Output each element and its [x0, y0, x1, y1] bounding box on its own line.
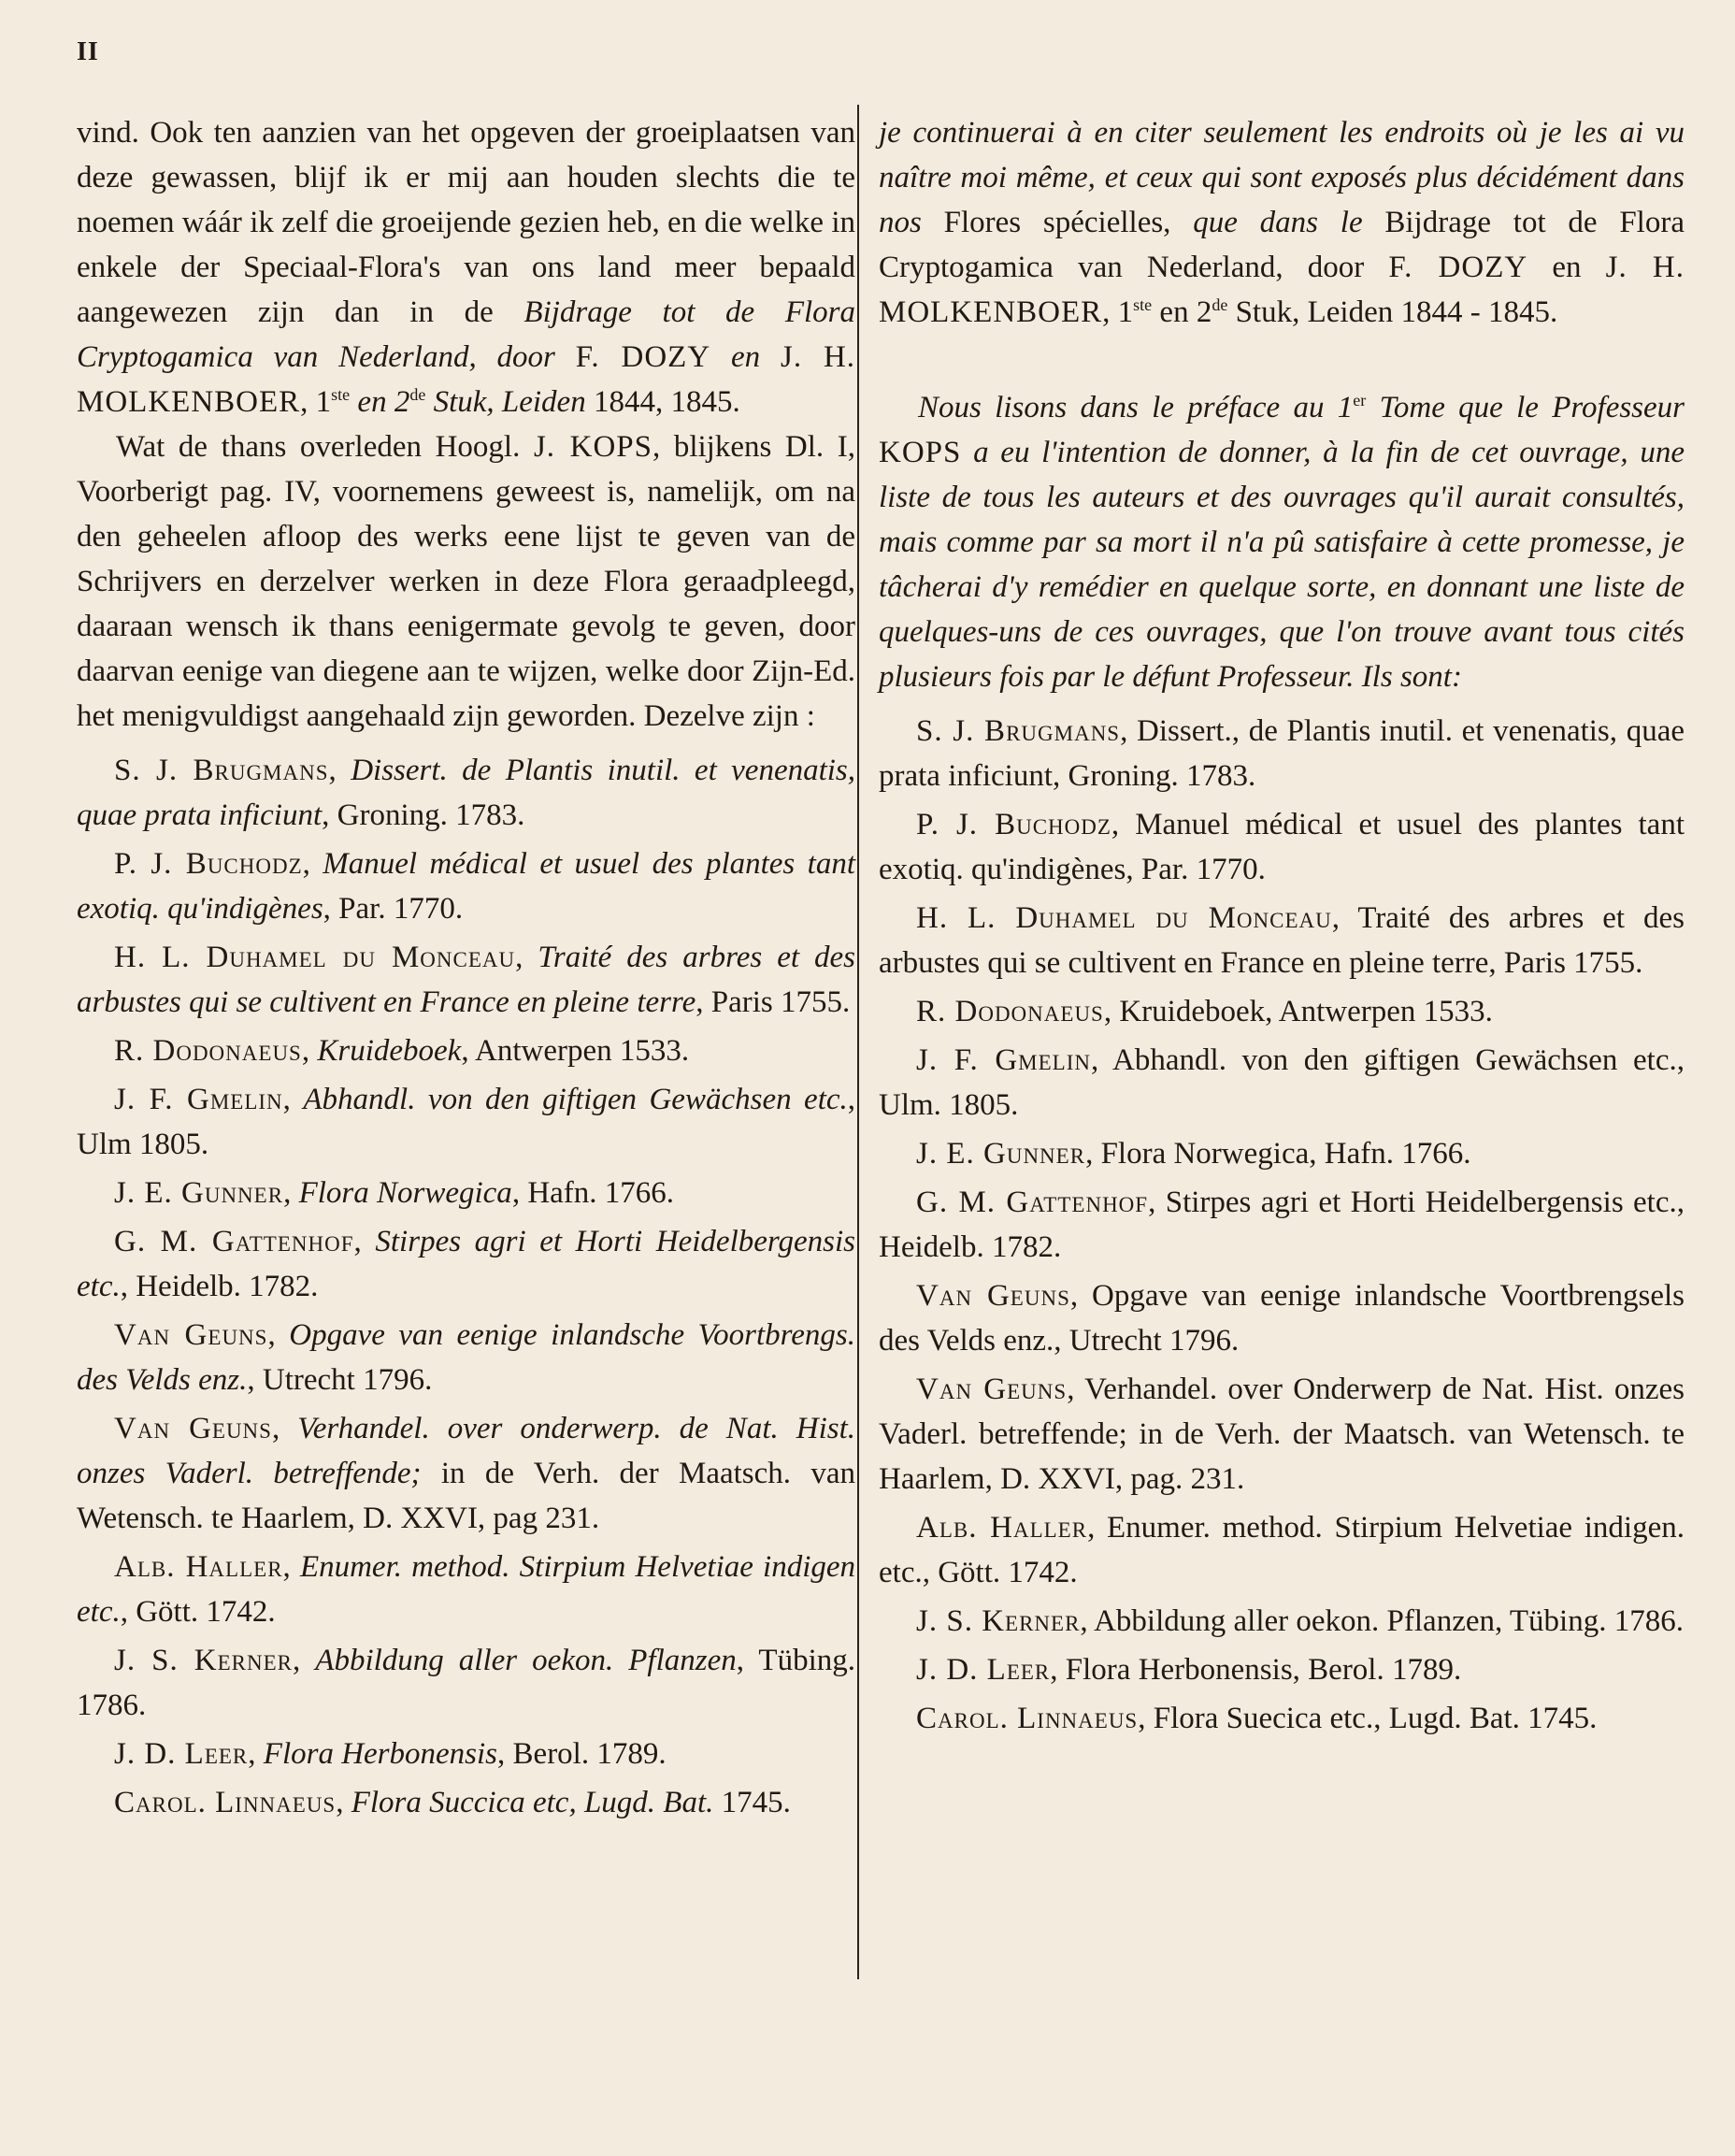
ref-title: Dissert. de Plantis inutil. et venenatis, quae prata inficiunt	[77, 754, 856, 832]
ref-title: Traité des arbres et des arbustes qui se cultivent en France en pleine terre	[77, 941, 856, 1019]
reference-item	[879, 709, 1685, 798]
ref-rest: , Paris 1755.	[695, 985, 851, 1019]
ref-author: P. J. Buchodz	[916, 808, 1111, 841]
text: Tome que le Professeur	[1366, 391, 1685, 424]
ref-rest: in de Verh. der Maatsch. van Wetensch. te Haarlem, D. XXVI, pag 231.	[77, 1457, 855, 1535]
ref-rest: , Traité des arbres et des arbustes qui se cultivent en France en pleine terre, Paris 1755.	[879, 901, 1685, 980]
right-column-french	[879, 110, 1685, 1745]
text: , 1	[300, 385, 332, 419]
reference-item: R. Dodonaeus, Kruideboek, Antwerpen 1533.	[114, 1034, 690, 1068]
ref-author: R. Dodonaeus	[916, 995, 1104, 1028]
ref-author: S. J. Brugmans	[114, 754, 329, 787]
text: 1844, 1845.	[585, 385, 740, 419]
author-name: J. H. MOLKENBOER	[77, 340, 856, 419]
intro-paragraph-1	[77, 110, 855, 424]
ref-author: J. D. Leer	[114, 1737, 249, 1771]
superscript: er	[1353, 391, 1367, 410]
ref-rest: , Kruideboek, Antwerpen 1533.	[1103, 995, 1493, 1028]
text: Bijdrage tot de Flora Cryptogamica van Nederland, door	[77, 295, 855, 374]
ref-rest: , Stirpes agri et Horti Heidelbergensis etc., Heidelb. 1782.	[879, 1186, 1685, 1264]
ref-rest: , Manuel médical et usuel des plantes tant exotiq. qu'indigènes, Par. 1770.	[879, 808, 1685, 886]
ref-title: Opgave van eenige inlandsche Voortbrengs. des Velds enz.	[77, 1318, 855, 1397]
ref-author: J. F. Gmelin	[114, 1083, 283, 1116]
page-number: II	[77, 37, 99, 66]
ref-author: Van Geuns	[114, 1318, 268, 1352]
reference-item	[879, 1505, 1685, 1595]
ref-author: Carol. Linnaeus	[916, 1702, 1139, 1735]
reference-item	[879, 896, 1685, 985]
text: Nous lisons dans le préface au 1	[918, 391, 1354, 424]
ref-author: J. E. Gunner	[114, 1176, 284, 1210]
reference-item: H. L. Duhamel du Monceau, Traité des arbres et des arbustes qui se cultivent en France en pleine terre, Paris 1755.	[77, 941, 856, 1019]
ref-rest: , Tübing. 1786.	[77, 1644, 855, 1722]
left-column-dutch	[77, 110, 855, 1829]
superscript: ste	[1133, 295, 1153, 314]
text: que dans le	[1170, 206, 1385, 239]
ref-author: Carol. Linnaeus	[114, 1786, 337, 1819]
reference-item	[879, 1131, 1685, 1176]
ref-title: Flora Herbonensis	[263, 1737, 498, 1771]
ref-author: Van Geuns	[916, 1373, 1068, 1406]
reference-item: S. J. Brugmans, Dissert. de Plantis inutil. et venenatis, quae prata inficiunt, Groning. 1783.	[77, 754, 856, 832]
text: en	[1527, 251, 1606, 284]
ref-rest: , Ulm 1805.	[77, 1083, 856, 1161]
ref-rest: , Enumer. method. Stirpium Helvetiae indigen. etc., Gött. 1742.	[879, 1511, 1685, 1589]
ref-author: J. S. Kerner	[916, 1604, 1081, 1638]
ref-title: Abbildung aller oekon. Pflanzen	[315, 1644, 737, 1677]
reference-list-dutch	[77, 748, 855, 1825]
ref-rest: , Flora Suecica etc., Lugd. Bat. 1745.	[1138, 1702, 1598, 1735]
ref-title: Flora Succica etc, Lugd. Bat.	[351, 1786, 714, 1819]
ref-author: H. L. Duhamel du Monceau	[114, 941, 516, 974]
ref-title: Stirpes agri et Horti Heidelbergensis etc.	[77, 1225, 856, 1303]
reference-item	[879, 1696, 1685, 1741]
reference-item	[879, 802, 1685, 892]
ref-author: R. Dodonaeus	[114, 1034, 302, 1068]
reference-item: Alb. Haller, Enumer. method. Stirpium Helvetiae indigen etc., Gött. 1742.	[77, 1550, 856, 1629]
ref-rest: , Flora Herbonensis, Berol. 1789.	[1050, 1653, 1462, 1687]
text: Bijdrage tot de Flora Cryptogamica van Nederland, door	[879, 206, 1685, 284]
ref-author: J. F. Gmelin	[916, 1043, 1091, 1077]
reference-item: Van Geuns, Opgave van eenige inlandsche Voortbrengs. des Velds enz., Utrecht 1796.	[77, 1318, 855, 1397]
ref-rest: , Abbildung aller oekon. Pflanzen, Tübing. 1786.	[1080, 1604, 1684, 1638]
ref-rest: , Gött. 1742.	[120, 1595, 276, 1629]
superscript: ste	[331, 385, 351, 404]
ref-rest: , Abhandl. von den giftigen Gewächsen etc., Ulm. 1805.	[879, 1043, 1685, 1122]
author-name: F. DOZY	[1388, 251, 1528, 284]
ref-author: Alb. Haller	[114, 1550, 283, 1584]
intro-paragraph-2	[77, 424, 855, 739]
reference-item: J. F. Gmelin, Abhandl. von den giftigen Gewächsen etc., Ulm 1805.	[77, 1083, 856, 1161]
ref-rest: , Par. 1770.	[323, 892, 464, 926]
reference-item: J. E. Gunner, Flora Norwegica, Hafn. 1766.	[114, 1176, 675, 1210]
text: Wat de thans overleden Hoogl.	[116, 430, 534, 464]
reference-item: Carol. Linnaeus, Flora Succica etc, Lugd. Bat. 1745.	[114, 1786, 791, 1819]
ref-title: Abhandl. von den giftigen Gewächsen etc.	[303, 1083, 848, 1116]
ref-rest: , Antwerpen 1533.	[461, 1034, 690, 1068]
text: Stuk, Leiden	[433, 385, 586, 419]
ref-title: Enumer. method. Stirpium Helvetiae indigen etc.	[77, 1550, 856, 1629]
superscript: de	[1212, 295, 1228, 314]
text: , blijkens Dl. I, Voorberigt pag. IV, voornemens geweest is, namelijk, om na den geheelen afloop des werks eene lijst te geven van de Schrijvers en derzelver werken in deze Flora geraadpleegd, daaraan wensch ik thans eenigermate gevolg te geven, door daarvan eenige van diegene aan te wijzen, welke door Zijn-Ed. het menigvuldigst aangehaald zijn geworden. Dezelve zijn :	[77, 430, 856, 733]
ref-rest: , Heidelb. 1782.	[120, 1270, 319, 1303]
reference-list-french	[879, 709, 1685, 1741]
ref-author: J. E. Gunner	[916, 1137, 1086, 1171]
ref-rest: , Dissert., de Plantis inutil. et venenatis, quae prata inficiunt, Groning. 1783.	[879, 714, 1685, 793]
text: je continuerai à en citer seulement les endroits où je les ai vu naître moi même, et ceux qui sont exposés plus décidément dans nos	[879, 116, 1685, 239]
author-name: J. KOPS	[533, 430, 652, 464]
ref-rest: , Utrecht 1796.	[247, 1363, 433, 1397]
ref-author: Van Geuns	[114, 1412, 272, 1445]
reference-item	[879, 1367, 1685, 1502]
ref-title: Kruideboek	[317, 1034, 462, 1068]
text: a eu l'intention de donner, à la fin de cet ouvrage, une liste de tous les auteurs et des ouvrages qu'il aurait consultés, mais comme par sa mort il n'a pû satisfaire à cette promesse, je tâcherai d'y remédier en quelque sorte, en donnant une liste de quelques-uns de ces ouvrages, que l'on trouve avant tous cités plusieurs fois par le défunt Professeur. Ils sont:	[879, 436, 1685, 694]
text: , 1	[1102, 295, 1134, 329]
ref-author: P. J. Buchodz	[114, 847, 303, 881]
ref-author: J. D. Leer	[916, 1653, 1051, 1687]
text: Stuk, Leiden 1844 - 1845.	[1227, 295, 1558, 329]
ref-title: Flora Norwegica	[298, 1176, 512, 1210]
intro-paragraph-1-fr	[879, 110, 1685, 335]
ref-rest: , Flora Norwegica, Hafn. 1766.	[1085, 1137, 1471, 1171]
author-name: F. DOZY	[575, 340, 711, 374]
reference-item: P. J. Buchodz, Manuel médical et usuel des plantes tant exotiq. qu'indigènes, Par. 1770.	[77, 847, 855, 926]
reference-item	[879, 989, 1685, 1034]
ref-rest: , Hafn. 1766.	[511, 1176, 675, 1210]
ref-author: G. M. Gattenhof	[916, 1186, 1149, 1219]
ref-rest: , Opgave van eenige inlandsche Voortbrengsels des Velds enz., Utrecht 1796.	[879, 1279, 1685, 1358]
reference-item	[879, 1647, 1685, 1692]
reference-item	[879, 1273, 1685, 1363]
reference-item: J. D. Leer, Flora Herbonensis, Berol. 1789.	[114, 1737, 667, 1771]
reference-item	[879, 1038, 1685, 1128]
superscript: de	[409, 385, 426, 404]
reference-item: J. S. Kerner, Abbildung aller oekon. Pflanzen, Tübing. 1786.	[77, 1644, 855, 1722]
spacer	[879, 335, 1685, 372]
ref-author: Alb. Haller	[916, 1511, 1088, 1545]
text: en	[731, 340, 761, 374]
ref-author: J. S. Kerner	[114, 1644, 293, 1677]
ref-author: Van Geuns	[916, 1279, 1070, 1313]
text: Flores spécielles,	[943, 206, 1171, 239]
author-name: J. H. MOLKENBOER	[879, 251, 1685, 329]
intro-paragraph-2-fr	[879, 385, 1685, 699]
text: en 2	[357, 385, 410, 419]
ref-author: H. L. Duhamel du Monceau	[916, 901, 1332, 935]
ref-author: S. J. Brugmans	[916, 714, 1121, 748]
ref-rest: , Groning. 1783.	[322, 798, 525, 832]
reference-item: G. M. Gattenhof, Stirpes agri et Horti Heidelbergensis etc., Heidelb. 1782.	[77, 1225, 856, 1303]
text: en 2	[1152, 295, 1212, 329]
reference-item: Van Geuns, Verhandel. over onderwerp. de Nat. Hist. onzes Vaderl. betreffende; in de Verh. der Maatsch. van Wetensch. te Haarlem, D. XXVI, pag 231.	[77, 1412, 856, 1535]
ref-rest: , Berol. 1789.	[497, 1737, 667, 1771]
column-divider	[857, 105, 859, 1979]
ref-author: G. M. Gattenhof	[114, 1225, 354, 1258]
ref-title: Verhandel. over onderwerp. de Nat. Hist. onzes Vaderl. betreffende;	[77, 1412, 856, 1490]
reference-item	[879, 1180, 1685, 1270]
ref-rest: 1745.	[713, 1786, 791, 1819]
text: vind. Ook ten aanzien van het opgeven der groeiplaatsen van deze gewassen, blijf ik er mij aan houden slechts die te noemen wáár ik zelf die groeijende gezien heb, en die welke in enkele der Speciaal-Flora's van ons land meer bepaald aangewezen zijn dan in de	[77, 116, 855, 329]
ref-rest: , Verhandel. over Onderwerp de Nat. Hist. onzes Vaderl. betreffende; in de Verh. der Maatsch. van Wetensch. te Haarlem, D. XXVI, pag. 231.	[879, 1373, 1685, 1496]
author-name: KOPS	[879, 436, 962, 469]
reference-item	[879, 1599, 1685, 1644]
ref-title: Manuel médical et usuel des plantes tant exotiq. qu'indigènes	[77, 847, 855, 926]
